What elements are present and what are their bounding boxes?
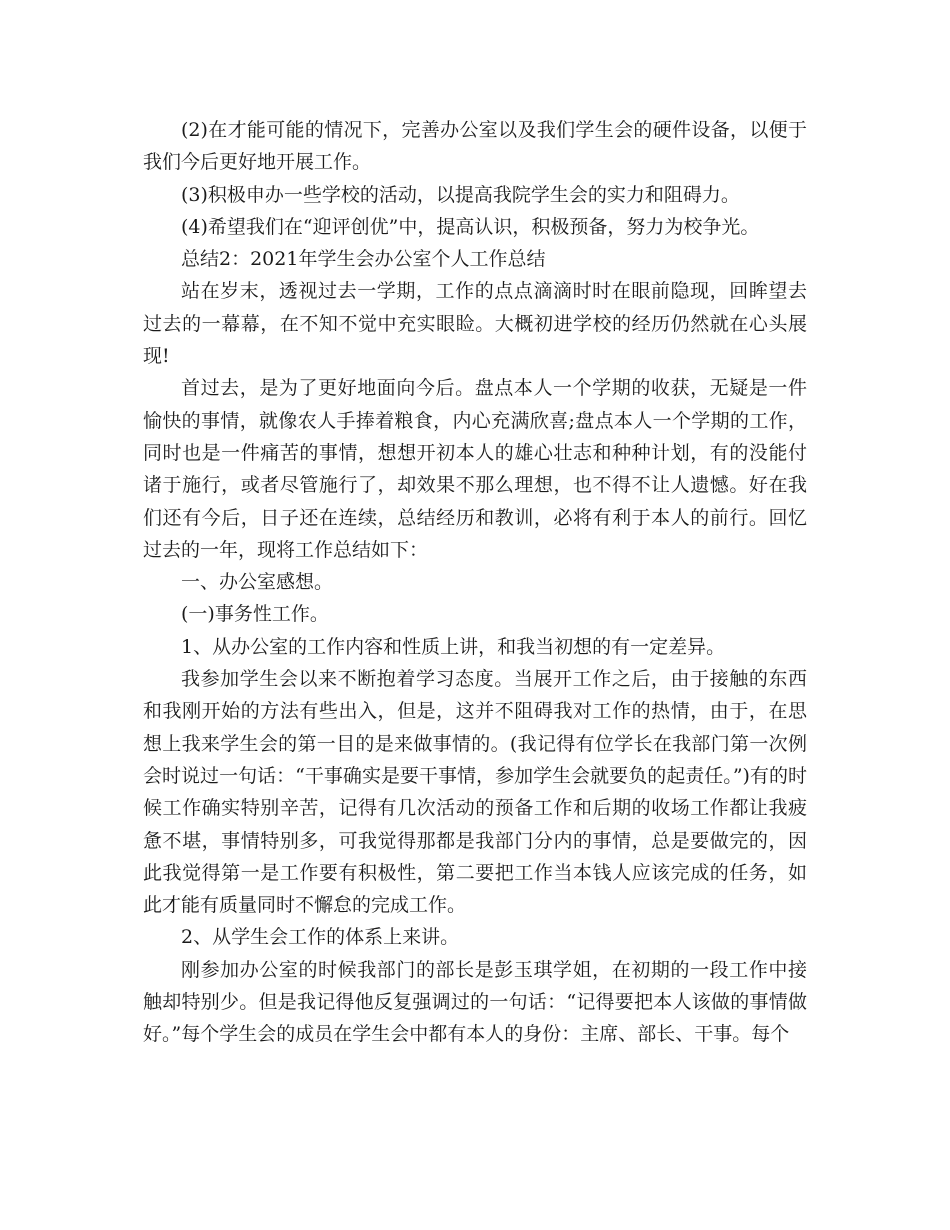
paragraph-item-2: (2)在才能可能的情况下，完善办公室以及我们学生会的硬件设备，以便于我们今后更好地开展工作。 — [143, 119, 807, 174]
point-heading-2: 2、从学生会工作的体系上来讲。 — [181, 926, 460, 949]
section-heading-summary-2: 总结2：2021年学生会办公室个人工作总结 — [181, 248, 546, 271]
section-heading-office-thoughts: 一、办公室感想。 — [181, 571, 334, 594]
paragraph-review: 首过去，是为了更好地面向今后。盘点本人一个学期的收获，无疑是一件愉快的事情，就像农人手捧着粮食，内心充满欣喜;盘点本人一个学期的工作，同时也是一件痛苦的事情，想想开初本人的雄心壮志和种种计划，有的没能付诸于施行，或者尽管施行了，却效果不那么理想，也不得不让人遗憾。好在我们还有今后，日子还在连续，总结经历和教训，必将有利于本人的前行。回忆过去的一年，现将工作总结如下： — [143, 377, 807, 561]
paragraph-intro: 站在岁末，透视过去一学期，工作的点点滴滴时时在眼前隐现，回眸望去过去的一幕幕，在不知不觉中充实眼睑。大概初进学校的经历仍然就在心头展现! — [143, 280, 807, 368]
paragraph-item-3: (3)积极申办一些学校的活动，以提高我院学生会的实力和阻碍力。 — [181, 183, 740, 206]
subsection-heading-routine-work: (一)事务性工作。 — [181, 603, 329, 626]
paragraph-item-4: (4)希望我们在“迎评创优”中，提高认识，积极预备，努力为校争光。 — [181, 215, 760, 238]
paragraph-attitude: 我参加学生会以来不断抱着学习态度。当展开工作之后，由于接触的东西和我刚开始的方法有些出入，但是，这并不阻碍我对工作的热情，由于，在思想上我来学生会的第一目的是来做事情的。(我记得有位学长在我部门第一次例会时说过一句话：“干事确实是要干事情，参加学生会就要负的起责任。”)有的时候工作确实特别辛苦，记得有几次活动的预备工作和后期的收场工作都让我疲惫不堪，事情特别多，可我觉得那都是我部门分内的事情，总是要做完的，因此我觉得第一是工作要有积极性，第二要把工作当本钱人应该完成的任务，如此才能有质量同时不懈怠的完成工作。 — [143, 668, 807, 917]
paragraph-department: 刚参加办公室的时候我部门的部长是彭玉琪学姐，在初期的一段工作中接触却特别少。但是我记得他反复强调过的一句话：“记得要把本人该做的事情做好。”每个学生会的成员在学生会中都有本人的身份：主席、部长、干事。每个 — [143, 958, 807, 1046]
document-body — [143, 114, 807, 1051]
point-heading-1: 1、从办公室的工作内容和性质上讲，和我当初想的有一定差异。 — [181, 635, 726, 658]
